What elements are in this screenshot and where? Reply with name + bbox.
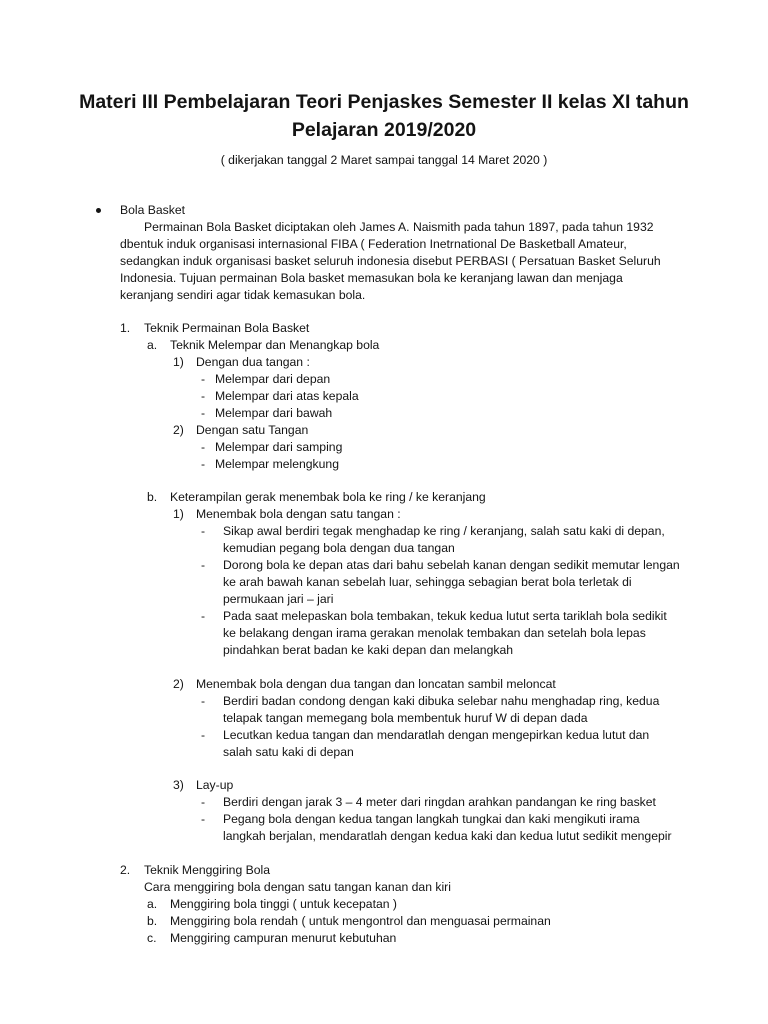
dash-marker: - xyxy=(201,558,206,572)
list-item-line: Berdiri badan condong dengan kaki dibuka selebar nahu menghadap ring, kedua xyxy=(223,694,660,708)
list-subheading: Lay-up xyxy=(196,778,234,792)
intro-line: dbentuk induk organisasi internasional FIBA ( Federation Inetrnational De Basketball Amateur, xyxy=(120,237,627,251)
list-item: Menggiring bola tinggi ( untuk kecepatan ) xyxy=(170,897,397,911)
list-item: Melempar melengkung xyxy=(215,457,339,471)
list-number: 1. xyxy=(120,321,131,335)
list-item: Melempar dari bawah xyxy=(215,406,333,420)
document-subtitle: ( dikerjakan tanggal 2 Maret sampai tanggal 14 Maret 2020 ) xyxy=(220,153,548,167)
list-heading: Teknik Permainan Bola Basket xyxy=(144,321,310,335)
dash-marker: - xyxy=(201,728,206,742)
list-letter: c. xyxy=(147,931,157,945)
list-heading: Teknik Menggiring Bola xyxy=(144,863,271,877)
list-item-line: kemudian pegang bola dengan dua tangan xyxy=(223,541,455,555)
list-subheading: Dengan dua tangan : xyxy=(196,355,310,369)
dash-marker: - xyxy=(201,440,206,454)
dash-marker: - xyxy=(201,812,206,826)
intro-line: sedangkan induk organisasi basket seluruh indonesia disebut PERBASI ( Persatuan Basket Seluruh xyxy=(120,254,661,268)
list-item: Menggiring campuran menurut kebutuhan xyxy=(170,931,397,945)
list-letter: a. xyxy=(147,338,158,352)
section-heading: Bola Basket xyxy=(120,203,186,217)
list-item: Menggiring bola rendah ( untuk mengontrol dan menguasai permainan xyxy=(170,914,551,928)
dash-marker: - xyxy=(201,524,206,538)
dash-marker: - xyxy=(201,609,206,623)
list-letter: a. xyxy=(147,897,158,911)
document-title xyxy=(40,88,728,144)
title-line-1: Materi III Pembelajaran Teori Penjaskes Semester II kelas XI tahun xyxy=(79,91,689,113)
list-item-line: telapak tangan memegang bola membentuk huruf W di depan dada xyxy=(223,711,588,725)
dash-marker: - xyxy=(201,795,206,809)
list-item-line: Lecutkan kedua tangan dan mendaratlah dengan mengepirkan kedua lutut dan xyxy=(223,728,650,742)
dash-marker: - xyxy=(201,389,206,403)
list-item-line: Pegang bola dengan kedua tangan langkah tungkai dan kaki mengikuti irama xyxy=(223,812,640,826)
list-number: 2) xyxy=(173,423,184,437)
list-item: Melempar dari depan xyxy=(215,372,331,386)
list-subheading: Keterampilan gerak menembak bola ke ring / ke keranjang xyxy=(170,490,486,504)
dash-marker: - xyxy=(201,406,206,420)
list-description: Cara menggiring bola dengan satu tangan kanan dan kiri xyxy=(144,880,451,894)
list-letter: b. xyxy=(147,914,158,928)
dash-marker: - xyxy=(201,694,206,708)
list-item: Melempar dari atas kepala xyxy=(215,389,359,403)
list-item-line: permukaan jari – jari xyxy=(223,592,334,606)
list-subheading: Teknik Melempar dan Menangkap bola xyxy=(170,338,380,352)
list-subheading: Dengan satu Tangan xyxy=(196,423,309,437)
dash-marker: - xyxy=(201,372,206,386)
intro-line: keranjang sendiri agar tidak kemasukan bola. xyxy=(120,288,366,302)
list-number: 3) xyxy=(173,778,184,792)
intro-line: Indonesia. Tujuan permainan Bola basket memasukan bola ke keranjang lawan dan menjaga xyxy=(120,271,623,285)
list-number: 2. xyxy=(120,863,131,877)
list-item-line: Pada saat melepaskan bola tembakan, tekuk kedua lutut serta tariklah bola sedikit xyxy=(223,609,667,623)
list-item: Melempar dari samping xyxy=(215,440,343,454)
list-letter: b. xyxy=(147,490,158,504)
list-item-line: salah satu kaki di depan xyxy=(223,745,354,759)
list-number: 2) xyxy=(173,677,184,691)
list-subheading: Menembak bola dengan dua tangan dan loncatan sambil meloncat xyxy=(196,677,556,691)
bullet-dot-icon xyxy=(96,208,101,213)
list-number: 1) xyxy=(173,355,184,369)
intro-line: Permainan Bola Basket diciptakan oleh James A. Naismith pada tahun 1897, pada tahun 1932 xyxy=(144,220,654,234)
list-number: 1) xyxy=(173,507,184,521)
dash-marker: - xyxy=(201,457,206,471)
list-subheading: Menembak bola dengan satu tangan : xyxy=(196,507,401,521)
list-item-line: Dorong bola ke depan atas dari bahu sebelah kanan dengan sedikit memutar lengan xyxy=(223,558,680,572)
list-item-line: Berdiri dengan jarak 3 – 4 meter dari ringdan arahkan pandangan ke ring basket xyxy=(223,795,656,809)
list-item-line: ke arah bawah kanan sebelah luar, sehingga sebagian berat bola terletak di xyxy=(223,575,632,589)
title-line-2: Pelajaran 2019/2020 xyxy=(291,119,477,141)
list-item-line: langkah berjalan, mendaratlah dengan kedua kaki dan kedua lutut sedikit mengepir xyxy=(223,829,672,843)
list-item-line: pindahkan berat badan ke kaki depan dan melangkah xyxy=(223,643,514,657)
list-item-line: Sikap awal berdiri tegak menghadap ke ring / keranjang, salah satu kaki di depan, xyxy=(223,524,665,538)
list-item-line: ke belakang dengan irama gerakan menolak tembakan dan setelah bola lepas xyxy=(223,626,646,640)
